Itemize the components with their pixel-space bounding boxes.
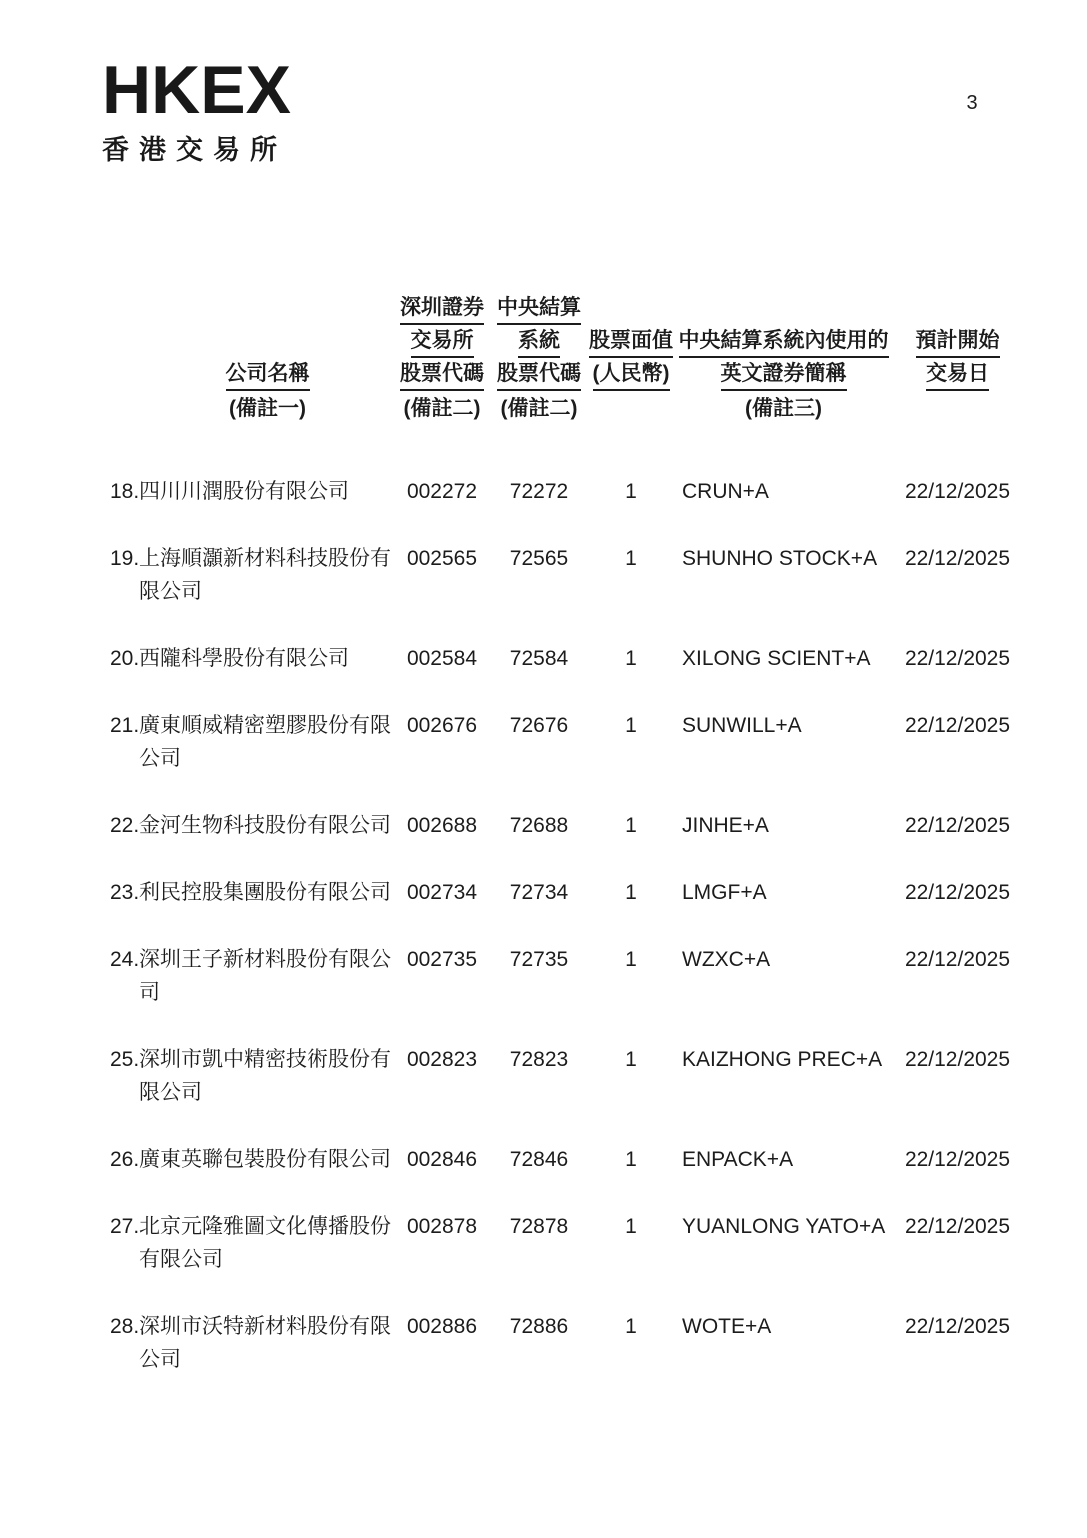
table-row: [110, 1210, 1020, 1276]
ccass-stock-code: 72734: [509, 881, 569, 904]
header-english-main: [679, 293, 889, 392]
par-value: 1: [625, 948, 637, 971]
header-company-name: [110, 293, 396, 425]
ccass-stock-code: 72886: [509, 1315, 569, 1338]
header-ccass-stock-code: [488, 293, 590, 425]
trading-date: 22/12/2025: [904, 1215, 1011, 1238]
company-name: 上海順灝新材料科技股份有限公司: [139, 547, 391, 603]
header-company-main: [226, 293, 310, 392]
header-date-main: [916, 293, 1000, 392]
company-cell: [110, 1210, 396, 1276]
row-number: 23.: [110, 881, 140, 904]
company-name: 深圳市沃特新材料股份有限公司: [139, 1315, 391, 1371]
ccass-english-name: XILONG SCIENT+A: [682, 647, 871, 670]
row-number: 28.: [110, 1315, 140, 1338]
header-szse-main: [400, 293, 484, 392]
par-value: 1: [625, 647, 637, 670]
company-cell: [110, 542, 396, 608]
header-english-line1: 中央結算系統內使用的: [679, 326, 889, 358]
company-cell: [110, 1143, 396, 1176]
company-name: 深圳市凱中精密技術股份有限公司: [139, 1048, 391, 1104]
row-number: 19.: [110, 547, 140, 570]
company-cell: [110, 475, 396, 508]
ccass-english-name: ENPACK+A: [682, 1148, 794, 1171]
header-ccass-line3: 股票代碼: [497, 359, 581, 391]
szse-stock-code: 002878: [406, 1215, 478, 1238]
row-number: 24.: [110, 948, 140, 971]
ccass-english-name: SUNWILL+A: [682, 714, 802, 737]
header-english-name: [672, 293, 895, 425]
trading-date: 22/12/2025: [904, 714, 1011, 737]
par-value: 1: [625, 881, 637, 904]
company-name: 四川川潤股份有限公司: [139, 480, 349, 503]
szse-stock-code: 002735: [406, 948, 478, 971]
table-row: [110, 709, 1020, 775]
ccass-english-name: WOTE+A: [682, 1315, 772, 1338]
ccass-stock-code: 72565: [509, 547, 569, 570]
szse-stock-code: 002272: [406, 480, 478, 503]
szse-stock-code: 002584: [406, 647, 478, 670]
table-row: [110, 876, 1020, 909]
ccass-stock-code: 72878: [509, 1215, 569, 1238]
securities-table: [110, 293, 1020, 1410]
header-english-line2: 英文證券簡稱: [721, 359, 847, 391]
par-value: 1: [625, 714, 637, 737]
trading-date: 22/12/2025: [904, 814, 1011, 837]
ccass-english-name: LMGF+A: [682, 881, 767, 904]
trading-date: 22/12/2025: [904, 480, 1011, 503]
company-cell: [110, 709, 396, 775]
trading-date: 22/12/2025: [904, 647, 1011, 670]
company-name: 深圳王子新材料股份有限公司: [139, 948, 391, 1004]
company-name: 利民控股集團股份有限公司: [139, 881, 391, 904]
header-par-line1: 股票面值: [589, 326, 673, 358]
ccass-stock-code: 72735: [509, 948, 569, 971]
page-number: 3: [966, 92, 978, 114]
ccass-stock-code: 72584: [509, 647, 569, 670]
row-number: 25.: [110, 1048, 140, 1071]
ccass-stock-code: 72688: [509, 814, 569, 837]
trading-date: 22/12/2025: [904, 1048, 1011, 1071]
par-value: 1: [625, 1315, 637, 1338]
ccass-stock-code: 72676: [509, 714, 569, 737]
ccass-english-name: SHUNHO STOCK+A: [682, 547, 878, 570]
row-number: 22.: [110, 814, 140, 837]
header-par-value: [590, 293, 672, 425]
szse-stock-code: 002688: [406, 814, 478, 837]
trading-date: 22/12/2025: [904, 881, 1011, 904]
szse-stock-code: 002823: [406, 1048, 478, 1071]
trading-date: 22/12/2025: [904, 1315, 1011, 1338]
trading-date: 22/12/2025: [904, 1148, 1011, 1171]
table-row: [110, 943, 1020, 1009]
ccass-english-name: WZXC+A: [682, 948, 771, 971]
company-cell: [110, 1043, 396, 1109]
ccass-english-name: KAIZHONG PREC+A: [682, 1048, 883, 1071]
row-number: 26.: [110, 1148, 140, 1171]
szse-stock-code: 002886: [406, 1315, 478, 1338]
row-number: 20.: [110, 647, 140, 670]
header-ccass-line2: 系統: [518, 326, 560, 358]
table-row: [110, 1143, 1020, 1176]
par-value: 1: [625, 1048, 637, 1071]
header-trading-date: [895, 293, 1020, 425]
header-par-main: [589, 293, 673, 392]
ccass-stock-code: 72846: [509, 1148, 569, 1171]
company-cell: [110, 876, 396, 909]
szse-stock-code: 002846: [406, 1148, 478, 1171]
company-name: 西隴科學股份有限公司: [139, 647, 349, 670]
row-number: 21.: [110, 714, 140, 737]
table-row: [110, 542, 1020, 608]
header-company-note: (備註一): [229, 397, 306, 420]
trading-date: 22/12/2025: [904, 948, 1011, 971]
company-name: 金河生物科技股份有限公司: [139, 814, 391, 837]
par-value: 1: [625, 1215, 637, 1238]
company-cell: [110, 943, 396, 1009]
company-cell: [110, 642, 396, 675]
par-value: 1: [625, 480, 637, 503]
company-name: 廣東順威精密塑膠股份有限公司: [139, 714, 391, 770]
hkex-logo: [102, 52, 291, 167]
header-ccass-line1: 中央結算: [497, 293, 581, 325]
ccass-english-name: YUANLONG YATO+A: [682, 1215, 886, 1238]
table-row: [110, 475, 1020, 508]
trading-date: 22/12/2025: [904, 547, 1011, 570]
header-szse-line3: 股票代碼: [400, 359, 484, 391]
table-row: [110, 1310, 1020, 1376]
header-date-line1: 預計開始: [916, 326, 1000, 358]
hkex-chinese-name: 香港交易所: [102, 135, 287, 165]
company-name: 廣東英聯包裝股份有限公司: [139, 1148, 391, 1171]
header-szse-line2: 交易所: [411, 326, 474, 358]
par-value: 1: [625, 547, 637, 570]
row-number: 27.: [110, 1215, 140, 1238]
table-row: [110, 1043, 1020, 1109]
company-cell: [110, 1310, 396, 1376]
company-cell: [110, 809, 396, 842]
table-row: [110, 642, 1020, 675]
ccass-english-name: CRUN+A: [682, 480, 769, 503]
row-number: 18.: [110, 480, 140, 503]
table-header-row: [110, 293, 1020, 425]
header-date-line2: 交易日: [926, 359, 989, 391]
ccass-stock-code: 72272: [509, 480, 569, 503]
par-value: 1: [625, 1148, 637, 1171]
header-szse-stock-code: [396, 293, 488, 425]
par-value: 1: [625, 814, 637, 837]
header-company-line1: 公司名稱: [226, 359, 310, 391]
hkex-wordmark: HKEX: [102, 52, 291, 128]
header-ccass-note: (備註二): [500, 397, 578, 420]
ccass-stock-code: 72823: [509, 1048, 569, 1071]
header-szse-note: (備註二): [403, 397, 481, 420]
header-english-note: (備註三): [745, 397, 822, 420]
header-ccass-main: [497, 293, 581, 392]
szse-stock-code: 002734: [406, 881, 478, 904]
szse-stock-code: 002676: [406, 714, 478, 737]
header-szse-line1: 深圳證券: [400, 293, 484, 325]
header-par-line2: (人民幣): [593, 359, 670, 391]
table-row: [110, 809, 1020, 842]
company-name: 北京元隆雅圖文化傳播股份有限公司: [139, 1215, 391, 1271]
szse-stock-code: 002565: [406, 547, 478, 570]
ccass-english-name: JINHE+A: [682, 814, 769, 837]
